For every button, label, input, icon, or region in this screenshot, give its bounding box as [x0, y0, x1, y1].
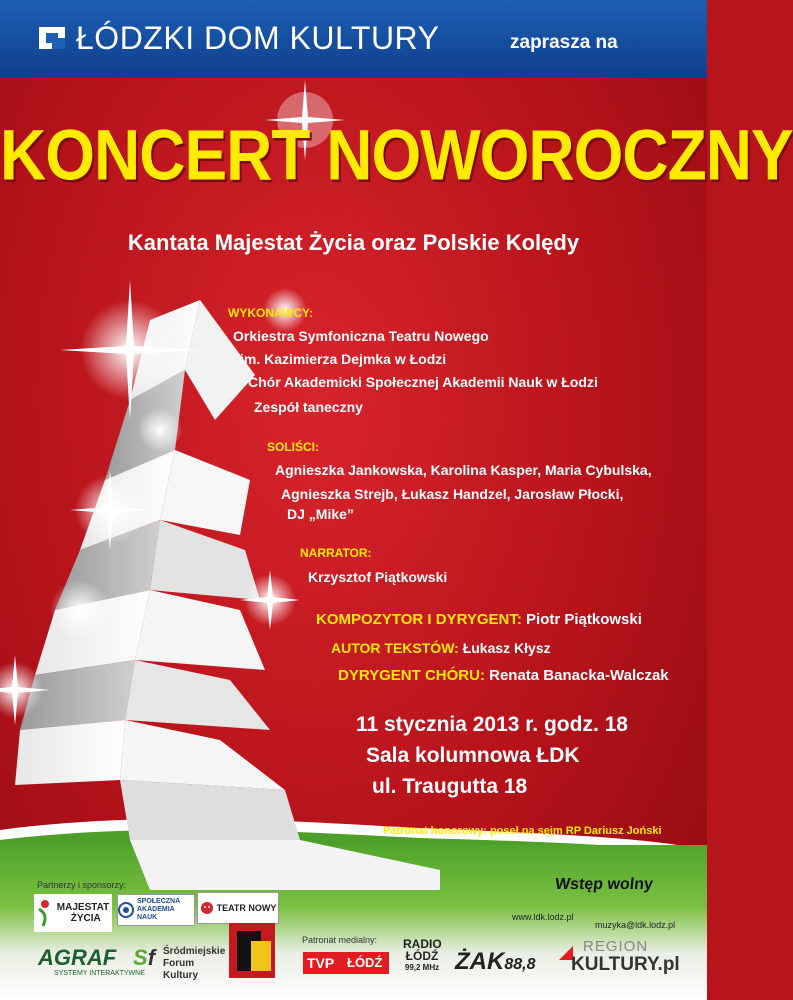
soloist-line: Agnieszka Strejb, Łukasz Handzel, Jarosław Płocki,	[281, 486, 624, 502]
zak-frequency: 88,8	[504, 956, 536, 973]
performer-line: Chór Akademicki Społecznej Akademii Nauk w Łodzi	[248, 374, 598, 390]
radio-line-2: ŁÓDŹ	[405, 949, 439, 963]
tvp-lodz-logo	[303, 952, 389, 974]
agraf-logo: AGRAF	[38, 945, 117, 970]
role-composer	[316, 611, 642, 628]
media-patronage-label: Patronat medialny:	[302, 935, 378, 945]
sfk-name: Śródmiejskie Forum Kultury	[163, 946, 226, 981]
zycia-text: ŻYCIA	[70, 913, 101, 924]
concert-subtitle: Kantata Majestat Życia oraz Polskie Kolędy	[127, 230, 580, 255]
majestat-text: MAJESTAT	[56, 902, 110, 913]
narrator-label: NARRATOR:	[300, 546, 372, 560]
theatre-mask-icon	[200, 901, 214, 915]
narrator-name: Krzysztof Piątkowski	[308, 569, 448, 585]
partners-label: Partnerzy i sponsorzy:	[37, 880, 127, 890]
event-venue: Sala kolumnowa ŁDK	[366, 744, 580, 767]
event-date: 11 stycznia 2013 r. godz. 18	[356, 713, 628, 736]
role-label: AUTOR TEKSTÓW:	[331, 640, 459, 656]
soloist-line: DJ „Mike”	[287, 506, 354, 522]
role-label: DYRYGENT CHÓRU:	[338, 667, 485, 684]
san-line-2: AKADEMIA NAUK	[137, 906, 175, 921]
agraf-subtitle: SYSTEMY INTERAKTYWNE	[54, 970, 145, 977]
radio-lodz-logo	[403, 938, 441, 974]
role-lyricist	[331, 640, 551, 656]
figure-icon	[37, 899, 53, 927]
role-name: Łukasz Kłysz	[462, 640, 551, 656]
zak-text: ŻAK	[455, 948, 505, 975]
soloist-line: Agnieszka Jankowska, Karolina Kasper, Maria Cybulska,	[275, 462, 652, 478]
radio-line-1: RADIO	[403, 937, 442, 951]
san-emblem-icon	[118, 902, 134, 918]
radio-frequency: 99,2 MHz	[404, 963, 440, 972]
san-line-1: SPOŁECZNA	[137, 898, 181, 905]
performer-line: Orkiestra Symfoniczna Teatru Nowego	[233, 328, 489, 344]
concert-title: KONCERT NOWOROCZNY	[0, 114, 793, 196]
teatr-nowy-text: TEATR NOWY	[216, 903, 277, 913]
sfk-logo: Sf	[133, 945, 156, 970]
teatr-nowy-logo	[197, 892, 279, 924]
invite-text: zaprasza na	[510, 32, 618, 53]
performer-line: Zespół taneczny	[254, 399, 363, 415]
soloists-label: SOLIŚCI:	[267, 440, 320, 454]
kultury-text: KULTURY.pl	[571, 954, 680, 975]
performer-line: im. Kazimierza Dejmka w Łodzi	[240, 351, 447, 367]
role-name: Piotr Piątkowski	[526, 611, 642, 628]
honorary-patronage: Patronat honorowy: poseł na sejm RP Dariusz Joński	[383, 825, 662, 837]
majestat-zycia-logo	[34, 894, 112, 932]
role-label: KOMPOZYTOR I DYRYGENT:	[316, 611, 522, 628]
email-link[interactable]: muzyka@ldk.lodz.pl	[595, 920, 676, 930]
website-link[interactable]: www.ldk.lodz.pl	[512, 912, 574, 922]
tvp-text: TVP	[307, 955, 335, 971]
zak-radio-logo	[455, 948, 535, 976]
role-choir-conductor	[338, 667, 669, 684]
header-bar	[0, 0, 707, 78]
organizer-name: ŁÓDZKI DOM KULTURY	[76, 20, 440, 56]
role-name: Renata Banacka-Walczak	[489, 667, 669, 684]
san-logo	[117, 894, 195, 926]
region-text: REGION	[583, 938, 649, 955]
performers-label: WYKONAWCY:	[228, 306, 314, 320]
tvp-city: ŁÓDŹ	[347, 955, 383, 970]
bauhaus-emblem-icon	[229, 923, 275, 978]
ldk-logo-icon	[38, 26, 66, 50]
free-entry-text: Wstęp wolny	[554, 876, 654, 893]
event-address: ul. Traugutta 18	[372, 775, 528, 798]
